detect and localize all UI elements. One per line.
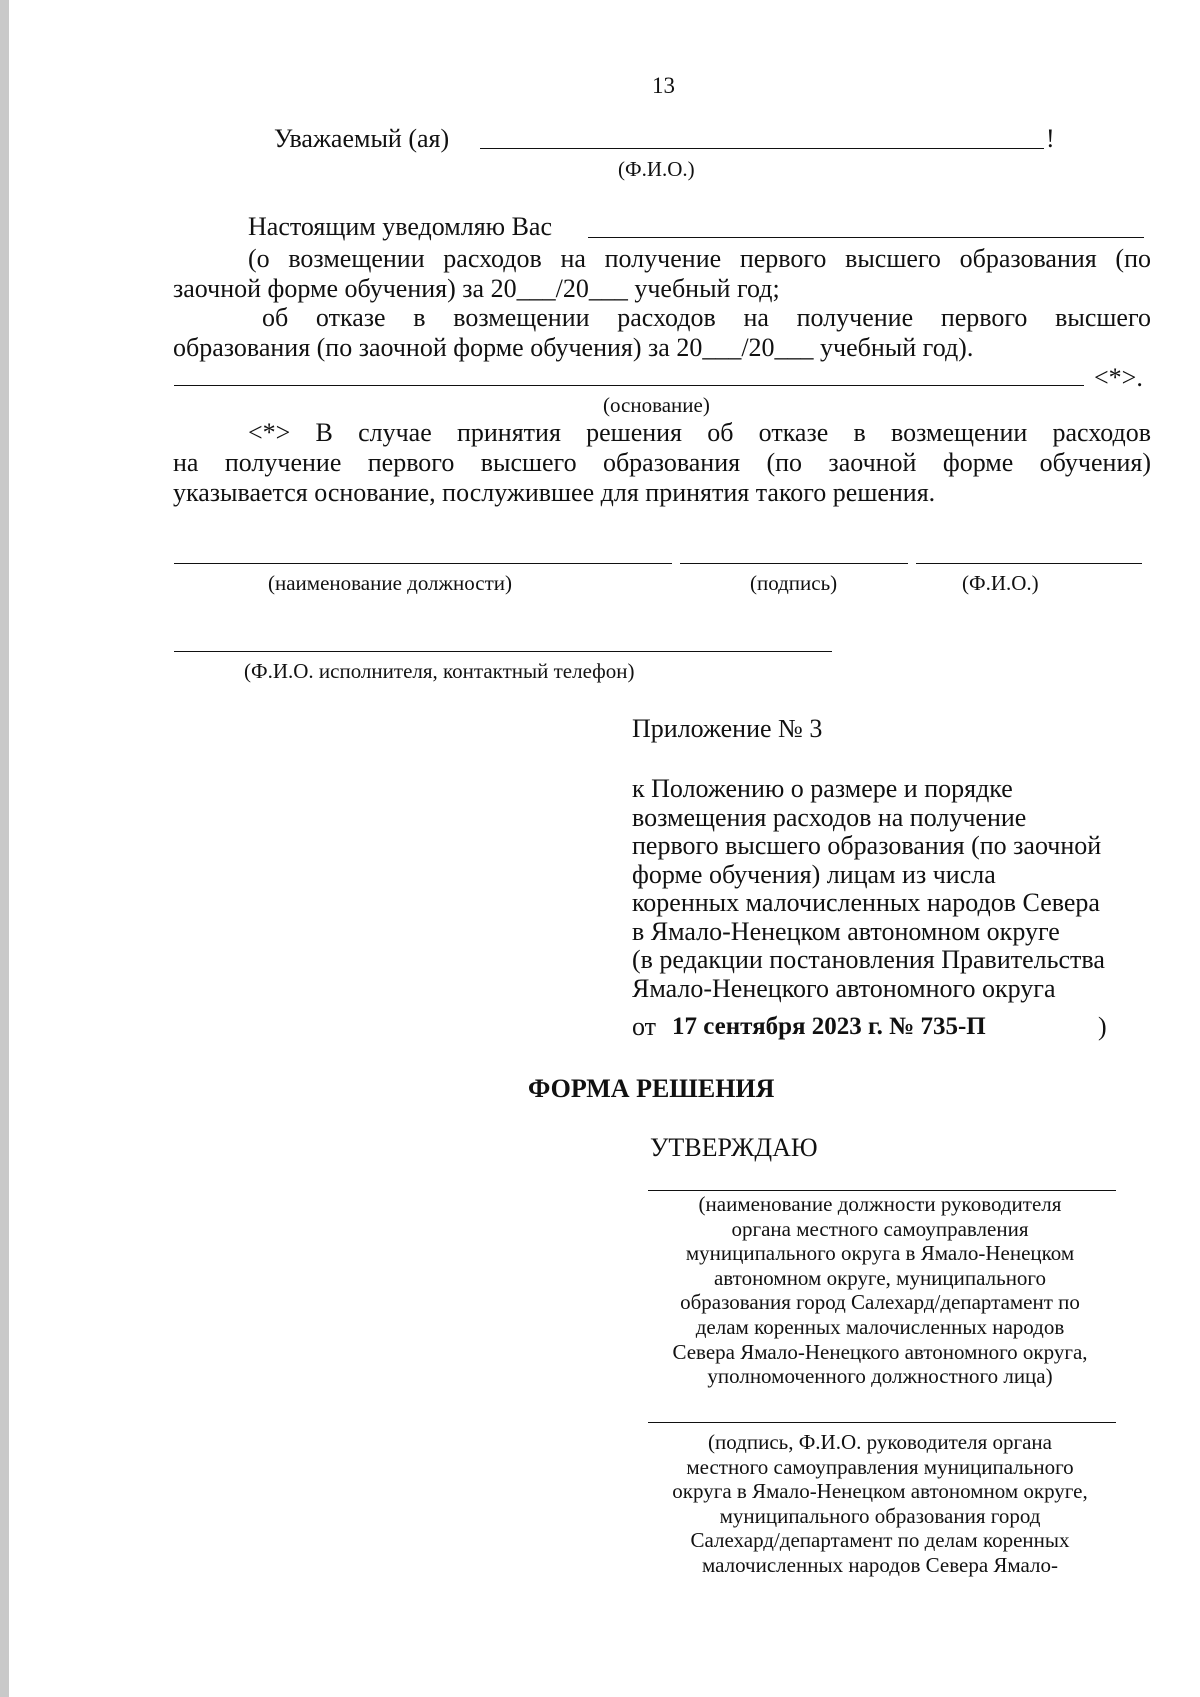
footnote-line1: <*> В случае принятия решения об отказе в возмещении расходов xyxy=(248,418,1151,447)
executor-blank-line xyxy=(174,651,832,652)
caption-line: местного самоуправления муниципального xyxy=(686,1454,1074,1479)
page-number: 13 xyxy=(652,73,675,98)
basis-caption: (основание) xyxy=(603,393,710,417)
approve-signature-line xyxy=(648,1422,1116,1423)
approve-label: УТВЕРЖДАЮ xyxy=(650,1133,818,1162)
caption-line: делам коренных малочисленных народов xyxy=(695,1314,1065,1339)
notify-blank-line xyxy=(588,237,1144,238)
caption-line: (наименование должности руководителя xyxy=(698,1192,1062,1216)
footnote-line2: на получение первого высшего образования (по заочной форме обучения) xyxy=(173,448,1151,477)
caption-line: муниципального округа в Ямало-Ненецком xyxy=(685,1241,1075,1266)
caption-line: образования город Салехард/департамент по xyxy=(680,1290,1080,1315)
notify-lead: Настоящим уведомляю Вас xyxy=(248,212,553,241)
fio-sign-blank-line xyxy=(916,563,1142,564)
sign-caption-position: (наименование должности) xyxy=(268,571,513,595)
sign-caption-signature: (подпись) xyxy=(750,571,838,595)
appendix-line: первого высшего образования (по заочной xyxy=(632,831,1102,860)
appendix-line: форме обучения) лицам из числа xyxy=(632,859,996,889)
fio-caption: (Ф.И.О.) xyxy=(618,157,695,181)
option1-line2: заочной форме обучения) за 20___/20___ учебный год; xyxy=(173,274,780,303)
appendix-line: коренных малочисленных народов Севера xyxy=(632,888,1100,917)
footnote-line3: указывается основание, послужившее для принятия такого решения. xyxy=(173,478,936,507)
caption-line: муниципального образования город xyxy=(719,1503,1041,1528)
appendix-line: в Ямало-Ненецком автономном округе xyxy=(632,916,1060,946)
signature-blank-line xyxy=(680,563,908,564)
executor-caption: (Ф.И.О. исполнителя, контактный телефон) xyxy=(244,659,635,683)
caption-line: органа местного самоуправления xyxy=(731,1216,1029,1241)
signature-caption-block xyxy=(640,1430,1120,1578)
sign-caption-fio: (Ф.И.О.) xyxy=(962,571,1039,595)
position-blank-line xyxy=(174,563,672,564)
appendix-line: Ямало-Ненецкого автономного округа xyxy=(632,973,1056,1003)
form-heading: ФОРМА РЕШЕНИЯ xyxy=(528,1074,775,1103)
appendix-title: Приложение № 3 xyxy=(632,714,823,743)
greeting-label: Уважаемый (ая) xyxy=(274,124,450,153)
fio-blank-line xyxy=(480,148,1044,149)
option2-line2: образования (по заочной форме обучения) за 20___/20___ учебный год). xyxy=(173,333,974,362)
caption-line: уполномоченного должностного лица) xyxy=(707,1364,1053,1389)
appendix-date-value: 17 сентября 2023 г. № 735-П xyxy=(672,1013,986,1040)
appendix-date-suffix: ) xyxy=(1098,1012,1107,1041)
basis-marker: <*>. xyxy=(1094,363,1143,392)
appendix-line: (в редакции постановления Правительства xyxy=(632,945,1105,974)
appendix-date-prefix: от xyxy=(632,1012,657,1041)
basis-blank-line xyxy=(174,385,1084,386)
option1-line1: (о возмещении расходов на получение первого высшего образования (по xyxy=(248,244,1151,273)
caption-line: автономном округе, муниципального xyxy=(713,1265,1047,1290)
approve-position-line xyxy=(648,1190,1116,1191)
appendix-line: возмещения расходов на получение xyxy=(632,802,1027,832)
scan-edge xyxy=(0,0,9,1697)
greeting-end: ! xyxy=(1046,124,1055,153)
caption-line: (подпись, Ф.И.О. руководителя органа xyxy=(708,1430,1052,1454)
option2-line1: об отказе в возмещении расходов на получение первого высшего xyxy=(262,303,1151,332)
caption-line: Салехард/департамент по делам коренных xyxy=(690,1528,1070,1553)
caption-line: малочисленных народов Севера Ямало- xyxy=(701,1552,1059,1577)
caption-line: Севера Ямало-Ненецкого автономного округа, xyxy=(672,1339,1088,1364)
position-caption-block xyxy=(640,1192,1120,1389)
appendix-line: к Положению о размере и порядке xyxy=(632,774,1013,803)
caption-line: округа в Ямало-Ненецком автономном округе, xyxy=(672,1479,1088,1504)
